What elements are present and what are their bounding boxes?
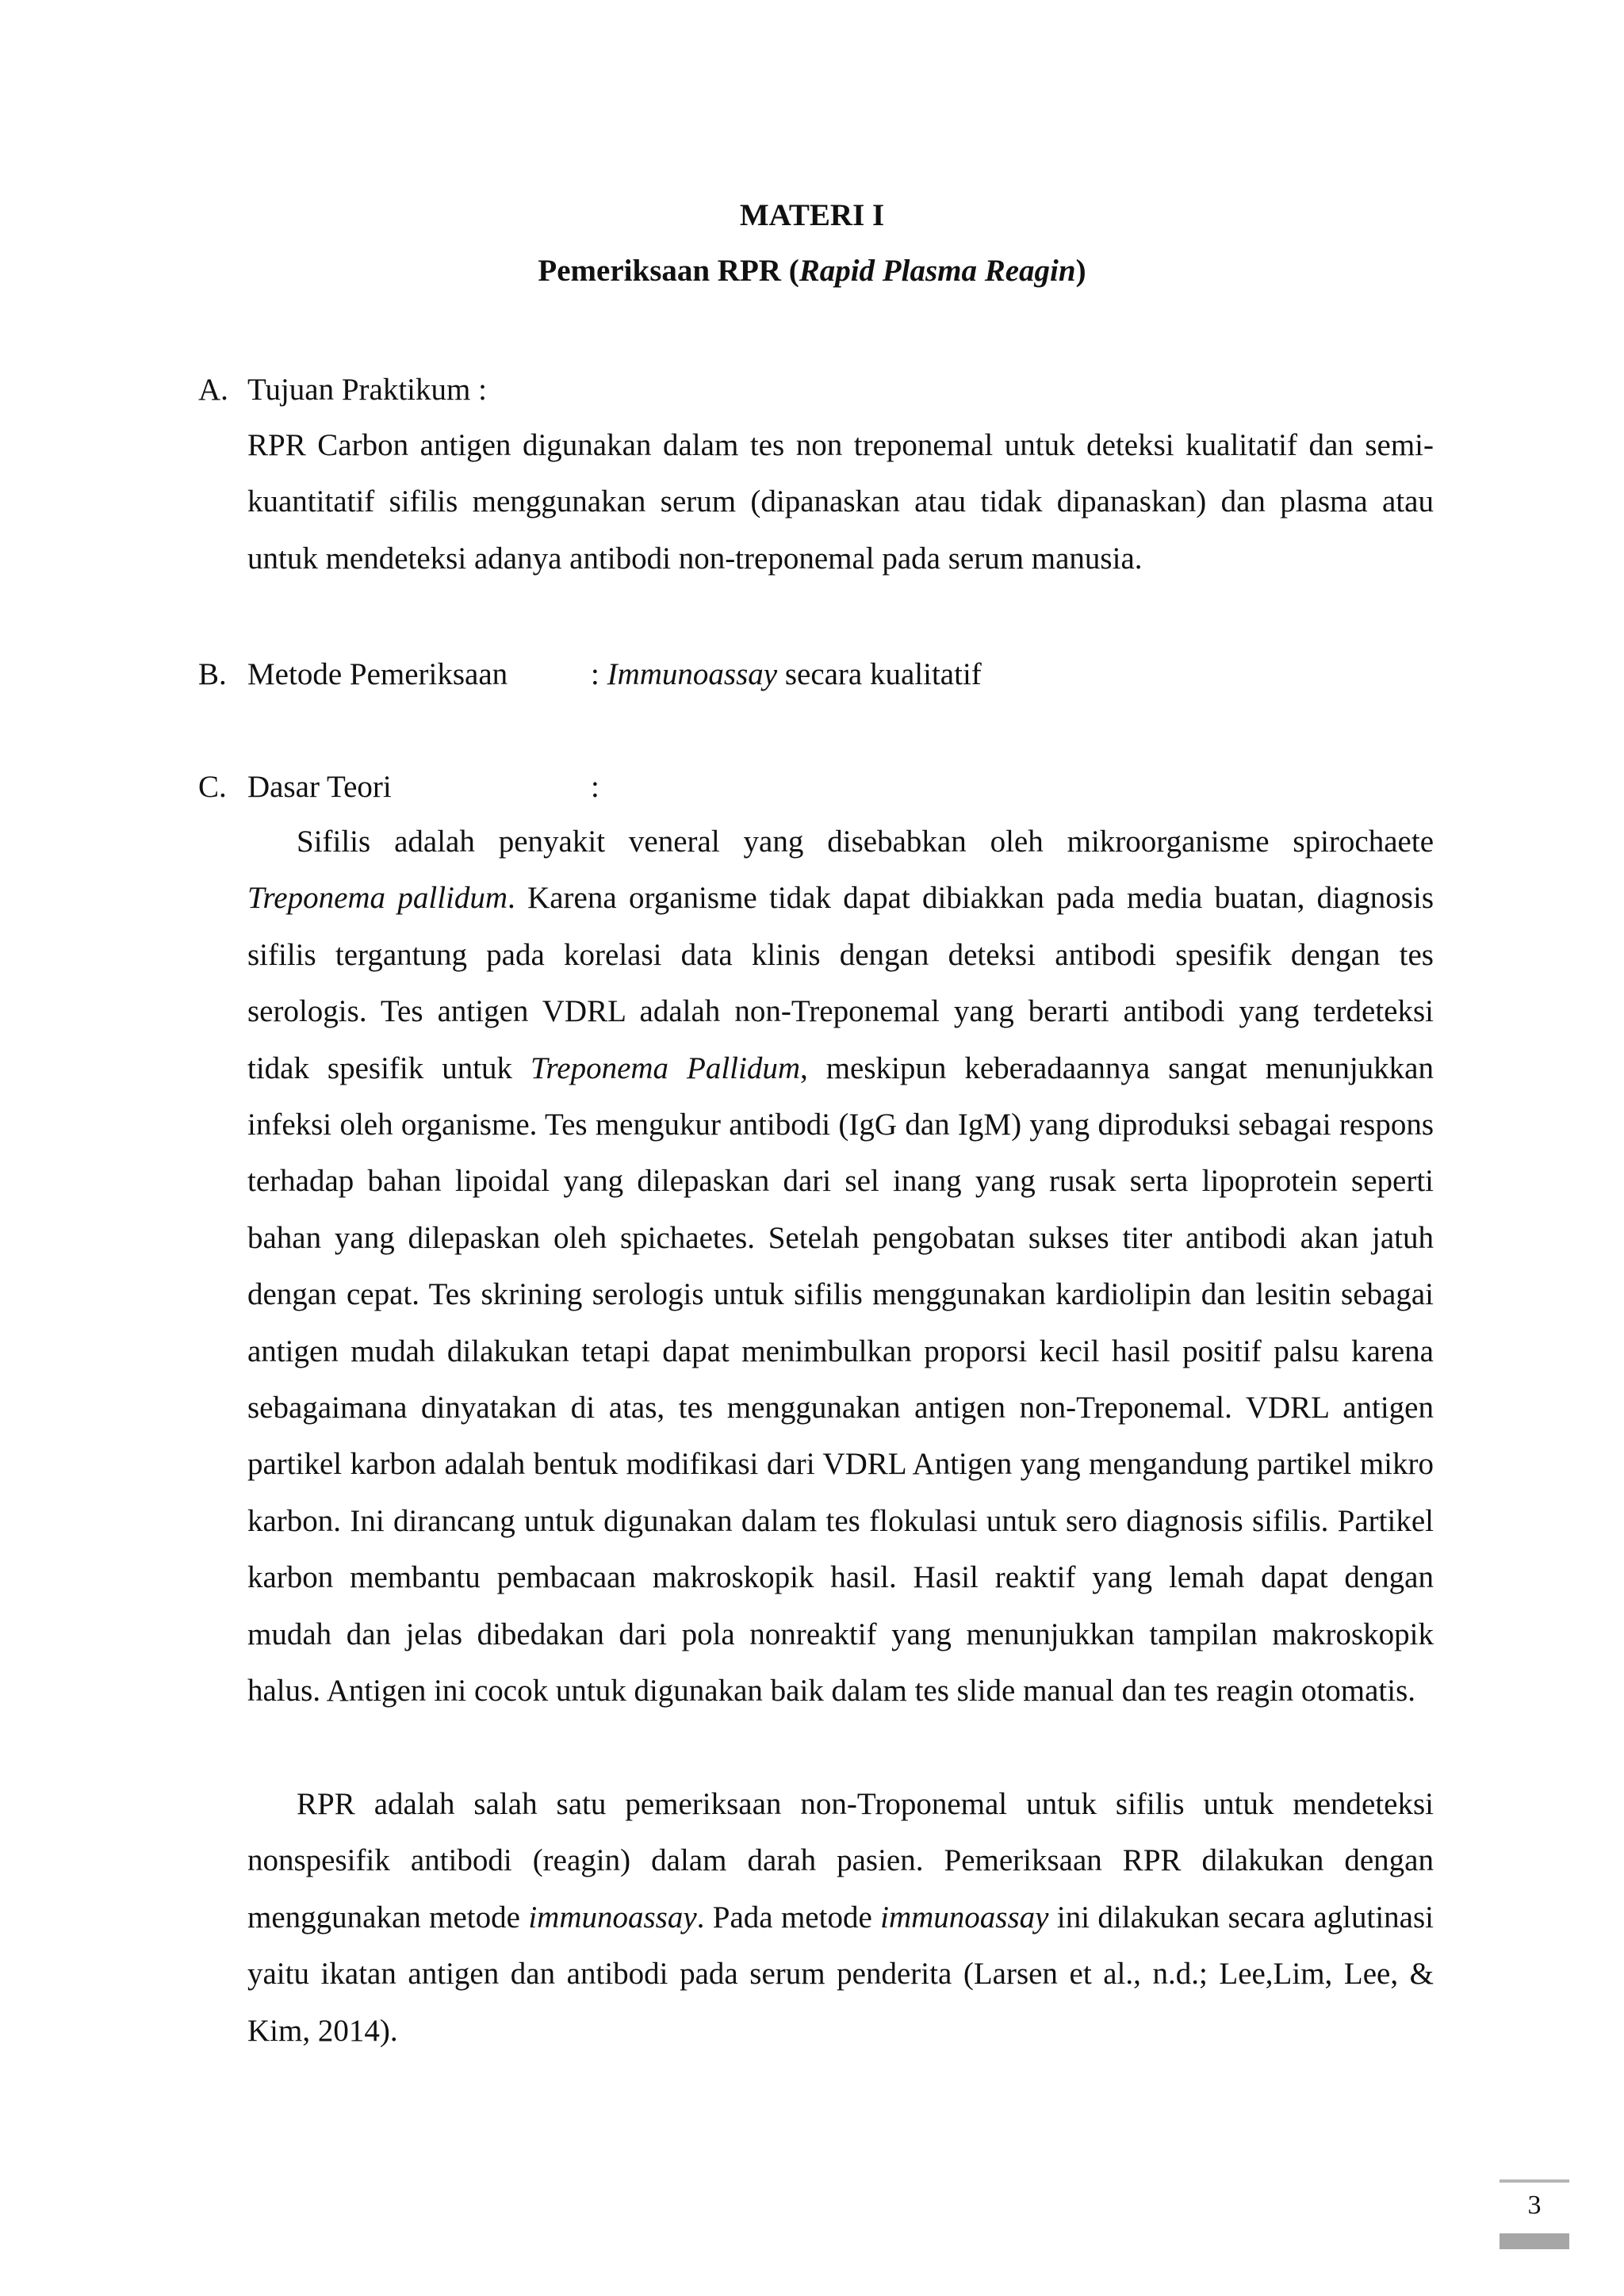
section-b-letter: B. xyxy=(198,657,227,691)
para1-italic-2: Treponema Pallidum xyxy=(530,1050,800,1085)
page-number: 3 xyxy=(1527,2191,1542,2220)
para2-text-3: ini dilakukan secara aglutinasi yaitu ikatan antigen dan antibodi pada serum penderita (Larsen et al., n.d.; Lee,Lim, Lee, & Kim, 2014). xyxy=(247,1900,1434,2048)
page-subtitle xyxy=(0,252,1624,290)
para2-text-2: . Pada metode xyxy=(696,1900,881,1934)
para1-italic-1: Treponema pallidum xyxy=(247,881,508,916)
page-number-bottom-bar xyxy=(1500,2233,1569,2249)
section-c-paragraph-2 xyxy=(247,1776,1434,2059)
para1-text-2: . Karena organisme tidak dapat dibiakkan pada media buatan, diagnosis sifilis tergantung pada korelasi data klinis dengan deteksi antibodi spesifik dengan tes serologis. Tes antigen VDRL adalah non-Treponemal yang berarti antibodi yang terdeteksi tidak spesifik untuk xyxy=(247,881,1434,1085)
section-b-value-italic: Immunoassay xyxy=(607,657,778,691)
section-c-letter: C. xyxy=(198,770,227,804)
section-b-label: Metode Pemeriksaan xyxy=(247,657,508,691)
section-a-body: RPR Carbon antigen digunakan dalam tes non treponemal untuk deteksi kualitatif dan semi-kuantitatif sifilis menggunakan serum (dipanaskan atau tidak dipanaskan) dan plasma atau untuk mendeteksi adanya antibodi non-treponemal pada serum manusia. xyxy=(247,428,1434,576)
section-a-letter: A. xyxy=(198,373,228,407)
subtitle-prefix: Pemeriksaan RPR ( xyxy=(538,254,799,288)
section-c-label: Dasar Teori xyxy=(247,770,392,804)
section-a-label: Tujuan Praktikum : xyxy=(247,373,487,407)
section-b-value xyxy=(591,656,982,694)
page-number-top-rule xyxy=(1500,2179,1569,2183)
section-c-paragraph-1 xyxy=(247,813,1434,1720)
para1-text-1: Sifilis adalah penyakit veneral yang disebabkan oleh mikroorganisme spirochaete xyxy=(297,825,1434,859)
section-b-colon: : xyxy=(591,657,599,691)
subtitle-italic: Rapid Plasma Reagin xyxy=(799,254,1076,288)
page-title: MATERI I xyxy=(739,198,885,232)
para2-text-1: RPR adalah salah satu pemeriksaan non-Troponemal untuk sifilis untuk mendeteksi nonspesifik antibodi (reagin) dalam darah pasien. Pemeriksaan RPR dilakukan dengan menggunakan metode xyxy=(247,1787,1434,1934)
para2-italic-2: immunoassay xyxy=(880,1900,1049,1934)
section-c-colon: : xyxy=(591,770,599,804)
section-b-value-rest: secara kualitatif xyxy=(777,657,982,691)
para2-italic-1: immunoassay xyxy=(528,1900,697,1934)
para1-text-3: , meskipun keberadaannya sangat menunjukkan infeksi oleh organisme. Tes mengukur antibodi (IgG dan IgM) yang diproduksi sebagai respons terhadap bahan lipoidal yang dilepaskan dari sel inang yang rusak serta lipoprotein seperti bahan yang dilepaskan oleh spichaetes. Setelah pengobatan sukses titer antibodi akan jatuh dengan cepat. Tes skrining serologis untuk sifilis menggunakan kardiolipin dan lesitin sebagai antigen mudah dilakukan tetapi dapat menimbulkan proporsi kecil hasil positif palsu karena sebagaimana dinyatakan di atas, tes menggunakan antigen non-Treponemal. VDRL antigen partikel karbon adalah bentuk modifikasi dari VDRL Antigen yang mengandung partikel mikro karbon. Ini dirancang untuk digunakan dalam tes flokulasi untuk sero diagnosis sifilis. Partikel karbon membantu pembacaan makroskopik hasil. Hasil reaktif yang lemah dapat dengan mudah dan jelas dibedakan dari pola nonreaktif yang menunjukkan tampilan makroskopik halus. Antigen ini cocok untuk digunakan baik dalam tes slide manual dan tes reagin otomatis. xyxy=(247,1050,1434,1709)
subtitle-suffix: ) xyxy=(1075,254,1086,288)
